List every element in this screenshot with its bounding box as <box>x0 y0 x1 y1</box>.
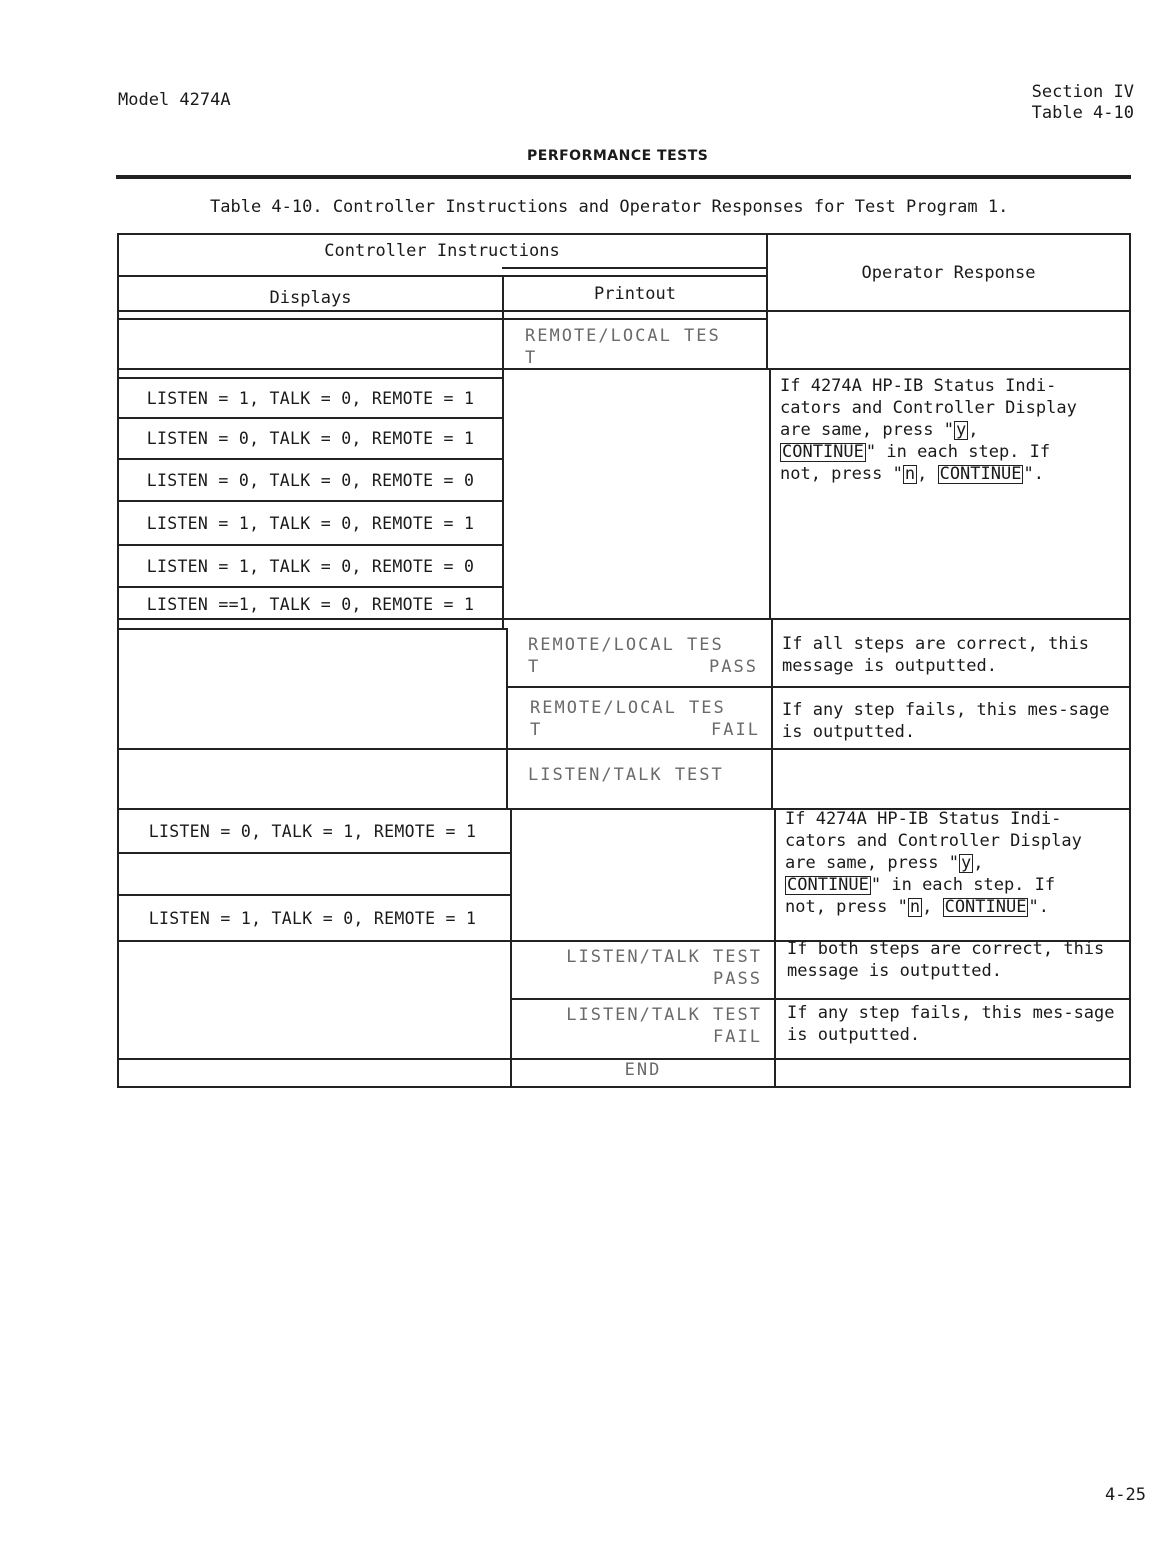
response-remote-local-fail: If any step fails, this mes-sage is outputted. <box>782 700 1110 742</box>
display-row: LISTEN = 0, TALK = 1, REMOTE = 1 <box>148 821 477 841</box>
continue-key: CONTINUE <box>787 875 869 895</box>
section-label: Section IV <box>1031 82 1134 102</box>
model-label: Model 4274A <box>118 90 231 110</box>
y-key: y <box>961 853 972 873</box>
printout-remote-local-fail: REMOTE/LOCAL TES T FAIL <box>530 698 760 740</box>
table-caption: Table 4-10. Controller Instructions and Operator Responses for Test Program 1. <box>210 197 1009 217</box>
display-row: LISTEN = 0, TALK = 0, REMOTE = 1 <box>146 429 475 448</box>
printout-listen-talk-fail: LISTEN/TALK TEST FAIL <box>566 1005 762 1047</box>
continue-key: CONTINUE <box>939 464 1022 484</box>
page-title: PERFORMANCE TESTS <box>527 148 709 164</box>
header-controller-instructions: Controller Instructions <box>324 241 560 261</box>
response-remote-local-pass: If all steps are correct, this message is outputted. <box>782 634 1090 676</box>
display-row: LISTEN = 1, TALK = 0, REMOTE = 1 <box>148 908 477 928</box>
response-listen-talk-fail: If any step fails, this mes-sage is outputted. <box>787 1003 1115 1045</box>
continue-key: CONTINUE <box>782 442 864 462</box>
printout-end: END <box>624 1060 662 1080</box>
response-listen-talk-steps: If 4274A HP-IB Status Indi- cators and Controller Display are same, press " y , CONTINUE " in each step. If not, press " n , CONTINUE ". <box>785 809 1082 917</box>
display-row: LISTEN = 0, TALK = 0, REMOTE = 0 <box>146 470 475 490</box>
printout-remote-local-pass: REMOTE/LOCAL TES T PASS <box>528 635 758 677</box>
continue-key: CONTINUE <box>944 897 1027 917</box>
page-number: 4-25 <box>1105 1485 1146 1505</box>
n-key: n <box>909 897 921 917</box>
header-operator-response: Operator Response <box>861 262 1036 283</box>
section-reference <box>1032 82 1134 124</box>
display-row: LISTEN = 1, TALK = 0, REMOTE = 1 <box>146 388 475 408</box>
display-row: LISTEN = 1, TALK = 0, REMOTE = 1 <box>146 513 475 533</box>
display-row: LISTEN = 1, TALK = 0, REMOTE = 0 <box>146 556 475 576</box>
response-listen-talk-pass: If both steps are correct, this message is outputted. <box>787 939 1105 981</box>
header-displays: Displays <box>269 287 352 308</box>
printout-remote-local-test: REMOTE/LOCAL TES T <box>525 326 721 368</box>
table-reference: Table 4-10 <box>1031 103 1134 123</box>
y-key: y <box>956 420 967 440</box>
display-row <box>119 854 506 894</box>
response-remote-local-steps: If 4274A HP-IB Status Indi- cators and Controller Display are same, press " y , CONTINUE " in each step. If not, press " n , CONTINUE ". <box>780 376 1077 484</box>
title-rule <box>116 175 1131 179</box>
n-key: n <box>904 464 916 484</box>
display-row: LISTEN ==1, TALK = 0, REMOTE = 1 <box>146 594 475 614</box>
printout-listen-talk-test: LISTEN/TALK TEST <box>528 765 724 785</box>
header-printout: Printout <box>594 283 676 304</box>
printout-listen-talk-pass: LISTEN/TALK TEST PASS <box>566 947 762 989</box>
